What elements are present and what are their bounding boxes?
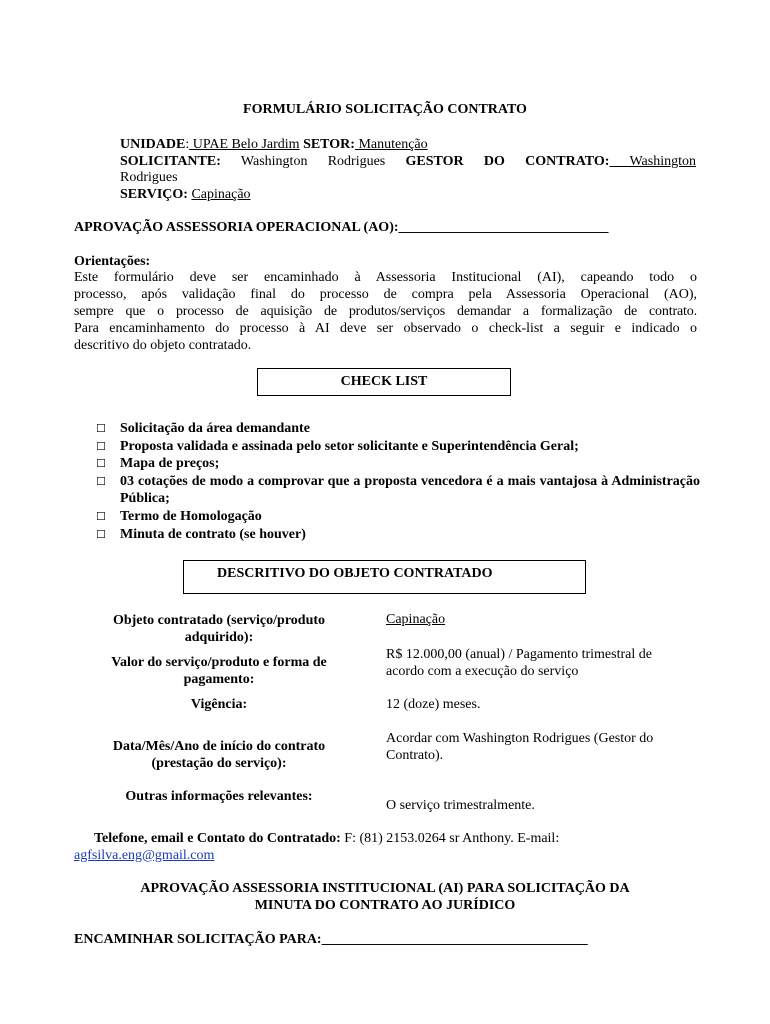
- checklist-item: [96, 438, 700, 456]
- checklist: [96, 420, 700, 543]
- descritivo-value: 12 (doze) meses.: [386, 697, 481, 712]
- contato-label: Telefone, email e Contato do Contratado:: [94, 831, 341, 846]
- gestor-value-2: Rodrigues: [120, 170, 178, 185]
- checklist-item: [96, 455, 700, 473]
- encaminhar-line: ENCAMINHAR SOLICITAÇÃO PARA:______________________________________: [74, 932, 588, 947]
- orientacoes-line: Este formulário deve ser encaminhado à Assessoria Institucional (AI), capeando todo o: [74, 270, 697, 285]
- servico-value: Capinação: [191, 187, 251, 202]
- servico-label: SERVIÇO:: [120, 187, 188, 202]
- descritivo-title-box: [183, 560, 586, 594]
- orientacoes-text: [74, 269, 697, 354]
- unidade-value: UPAE Belo Jardim: [189, 137, 300, 152]
- gestor-value-1: Washington: [609, 154, 697, 169]
- checkbox-icon: ☐: [96, 474, 106, 488]
- unidade-label: UNIDADE: [120, 137, 186, 152]
- descritivo-value: Capinação: [386, 612, 446, 627]
- checklist-item: [96, 420, 700, 438]
- descritivo-value: Acordar com Washington Rodrigues (Gestor do Contrato).: [386, 731, 654, 763]
- descritivo-value: O serviço trimestralmente.: [386, 798, 535, 813]
- contato-email-line[interactable]: [74, 847, 214, 864]
- checklist-title: CHECK LIST: [340, 374, 428, 389]
- checklist-item-label: Mapa de preços;: [120, 456, 220, 472]
- unidade-line: UNIDADE: UPAE Belo Jardim SETOR: Manutenção: [120, 137, 428, 152]
- descritivo-label: Data/Mês/Ano de início do contrato (prestação do serviço):: [112, 739, 326, 771]
- email-link[interactable]: agfsilva.eng@gmail.com: [74, 848, 215, 863]
- solicitante-line: [120, 153, 696, 170]
- checkbox-icon: ☐: [96, 439, 106, 453]
- checklist-item-label: Minuta de contrato (se houver): [120, 526, 306, 542]
- orientacoes-heading: Orientações:: [74, 254, 151, 269]
- checklist-item-label: Proposta validada e assinada pelo setor solicitante e Superintendência Geral;: [120, 438, 579, 454]
- setor-label: SETOR:: [303, 137, 355, 152]
- descritivo-label: Outras informações relevantes:: [125, 789, 313, 804]
- orientacoes-line: processo, após validação final do processo de compra pela Assessoria Operacional (AO),: [74, 287, 697, 302]
- checklist-item-label: 03 cotações de modo a comprovar que a proposta vencedora é a mais vantajosa à Administração Pública;: [120, 473, 700, 506]
- checklist-item: [96, 526, 700, 544]
- checkbox-icon: ☐: [96, 422, 106, 435]
- checklist-item-label: Termo de Homologação: [120, 508, 262, 524]
- servico-line: [120, 186, 251, 203]
- descritivo-value: R$ 12.000,00 (anual) / Pagamento trimestral de acordo com a execução do serviço: [386, 647, 652, 679]
- gestor-label: GESTOR DO CONTRATO:: [405, 154, 610, 169]
- setor-value: Manutenção: [354, 137, 428, 152]
- aprovacao-ai-line2: MINUTA DO CONTRATO AO JURÍDICO: [254, 898, 516, 913]
- solicitante-value: Washington Rodrigues: [240, 154, 386, 169]
- checklist-item: [96, 508, 700, 526]
- orientacoes-line: descritivo do objeto contratado.: [74, 338, 252, 353]
- orientacoes-line: Para encaminhamento do processo à AI deve ser observado o check-list a seguir e indicado o: [74, 321, 697, 336]
- checkbox-icon: ☐: [96, 509, 106, 523]
- solicitante-label: SOLICITANTE:: [120, 154, 221, 169]
- descritivo-label: Vigência:: [190, 697, 248, 712]
- contato-line: [94, 830, 559, 847]
- checkbox-icon: ☐: [96, 527, 106, 541]
- descritivo-label: Valor do serviço/produto e forma de pagamento:: [111, 655, 327, 687]
- descritivo-label: Objeto contratado (serviço/produto adquirido):: [112, 613, 326, 645]
- contato-value: F: (81) 2153.0264 sr Anthony. E-mail:: [344, 831, 560, 846]
- checklist-item-label: Solicitação da área demandante: [120, 421, 310, 436]
- checklist-item: [96, 473, 700, 508]
- aprovacao-ai-line1: APROVAÇÃO ASSESSORIA INSTITUCIONAL (AI) PARA SOLICITAÇÃO DA: [140, 881, 630, 896]
- gestor-value: [609, 154, 696, 169]
- orientacoes-line: sempre que o processo de aquisição de produtos/serviços demandar a formalização de contrato.: [74, 304, 697, 319]
- checklist-title-box: [257, 368, 511, 396]
- checkbox-icon: ☐: [96, 457, 106, 471]
- form-title: FORMULÁRIO SOLICITAÇÃO CONTRATO: [243, 102, 527, 117]
- aprovacao-ao: APROVAÇÃO ASSESSORIA OPERACIONAL (AO):______________________________: [74, 220, 609, 235]
- descritivo-title: DESCRITIVO DO OBJETO CONTRATADO: [217, 566, 493, 581]
